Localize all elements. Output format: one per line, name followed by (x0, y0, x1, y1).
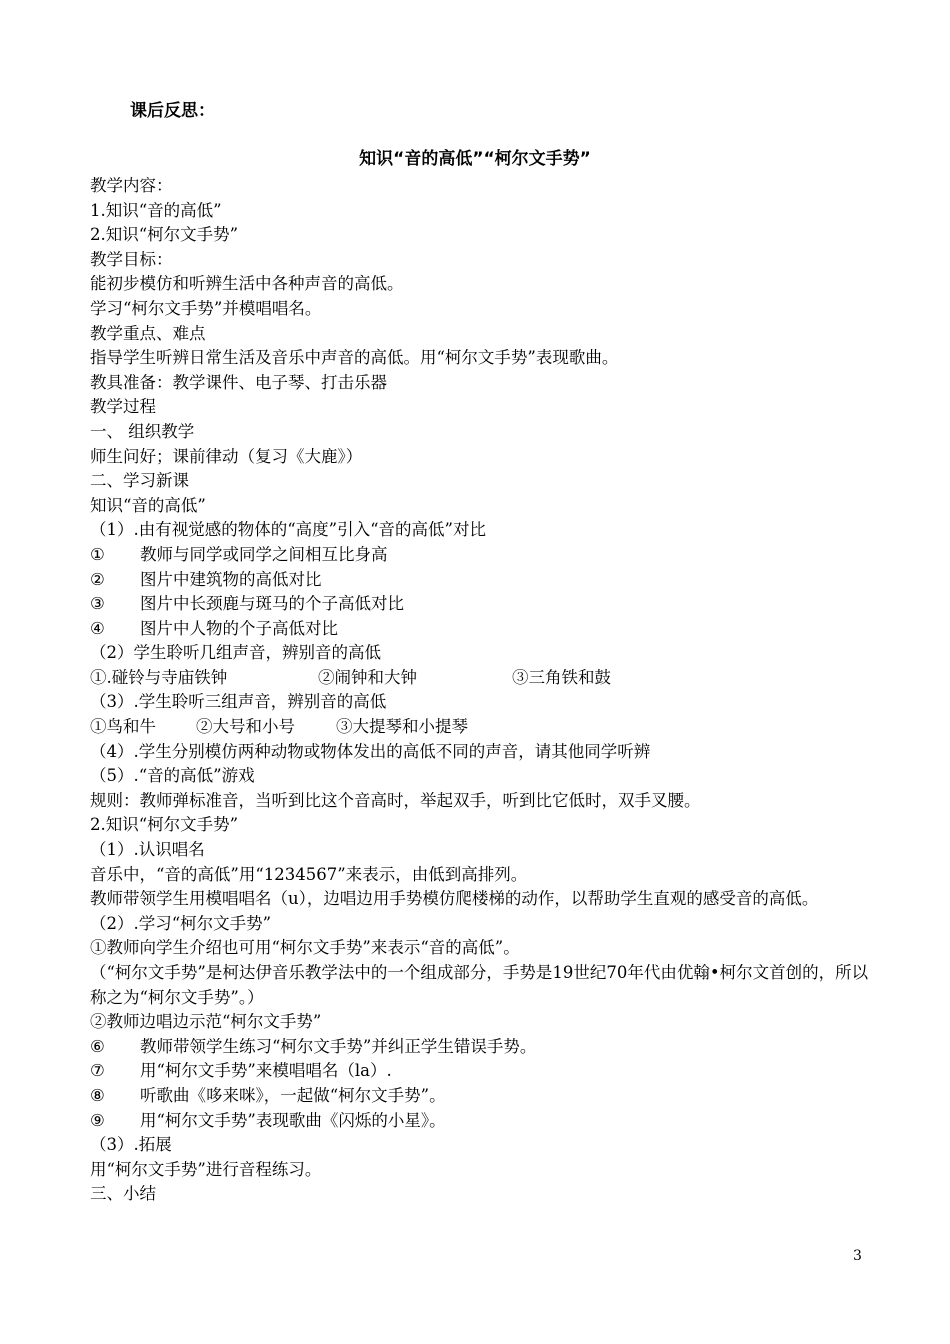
text-line: 学习“柯尔文手势”并模唱唱名。 (90, 298, 322, 318)
text-line: ②教师边唱边示范“柯尔文手势” (90, 1012, 322, 1032)
list-text: 图片中长颈鹿与斑马的个子高低对比 (140, 594, 404, 614)
text-line: 2.知识“柯尔文手势” (90, 225, 239, 245)
text-line: 规则：教师弹标准音，当听到比这个音高时，举起双手，听到比它低时，双手叉腰。 (90, 790, 701, 810)
text-line: 教学过程 (90, 397, 156, 417)
paragraph: （“柯尔文手势”是柯达伊音乐教学法中的一个组成部分，手势是19世纪70年代由优翰•柯尔文首创的，所以称之为“柯尔文手势”。） (90, 963, 869, 1007)
paragraph: 教师带领学生用模唱唱名（u），边唱边用手势模仿爬楼梯的动作，以帮助学生直观的感受音的高低。 (90, 889, 819, 909)
text-line: 指导学生听辨日常生活及音乐中声音的高低。用“柯尔文手势”表现歌曲。 (90, 348, 619, 368)
text-line: ①教师向学生介绍也可用“柯尔文手势”来表示“音的高低”。 (90, 938, 520, 958)
text-line: （1）.由有视觉感的物体的“高度”引入“音的高低”对比 (90, 520, 486, 540)
lesson-title: 知识“音的高低”“柯尔文手势” (359, 149, 591, 169)
pair-item: ③大提琴和小提琴 (336, 717, 468, 737)
list-marker: ④ (90, 618, 105, 638)
pair-row (90, 666, 870, 691)
text-line: 二、学习新课 (90, 471, 189, 491)
text-line: 知识“音的高低” (90, 495, 206, 515)
list-text: 教师带领学生练习“柯尔文手势”并纠正学生错误手势。 (140, 1036, 537, 1056)
pair-item: ①鸟和牛 (90, 717, 156, 737)
pair-item: ③三角铁和鼓 (512, 667, 611, 687)
list-marker: ① (90, 544, 105, 564)
list-text: 图片中建筑物的高低对比 (140, 569, 322, 589)
list-text: 用“柯尔文手势”来模唱唱名（la）. (140, 1061, 392, 1081)
text-line: 1.知识“音的高低” (90, 200, 222, 220)
list-item (90, 1059, 870, 1084)
text-line: 教学内容： (90, 176, 173, 195)
list-item (90, 1084, 870, 1109)
text-line: 能初步模仿和听辨生活中各种声音的高低。 (90, 274, 404, 294)
list-text: 教师与同学或同学之间相互比身高 (140, 544, 388, 564)
text-line: 一、 组织教学 (90, 421, 195, 441)
list-marker: ③ (90, 594, 105, 614)
pair-item: ②大号和小号 (196, 717, 295, 737)
text-line: （2）学生聆听几组声音，辨别音的高低 (90, 643, 381, 663)
list-marker: ⑨ (90, 1110, 105, 1130)
list-item (90, 617, 870, 642)
text-line: （5）.“音的高低”游戏 (90, 766, 255, 786)
list-text: 用“柯尔文手势”表现歌曲《闪烁的小星》。 (140, 1110, 446, 1130)
text-line: （1）.认识唱名 (90, 840, 205, 860)
list-item (90, 568, 870, 593)
list-item (90, 1109, 870, 1134)
text-line: （2）.学习“柯尔文手势” (90, 913, 272, 933)
text-line: 教学目标： (90, 249, 173, 269)
list-marker: ⑦ (90, 1061, 105, 1081)
reflection-heading: 课后反思： (130, 101, 215, 121)
text-line: 教具准备：教学课件、电子琴、打击乐器 (90, 372, 387, 392)
list-marker: ⑥ (90, 1036, 105, 1056)
list-text: 听歌曲《哆来咪》，一起做“柯尔文手势”。 (140, 1085, 446, 1105)
text-line: 师生问好；课前律动（复习《大鹿》） (90, 446, 363, 466)
text-line: 2.知识“柯尔文手势” (90, 815, 239, 835)
list-marker: ⑧ (90, 1085, 105, 1105)
pair-row (90, 715, 870, 740)
list-marker: ② (90, 569, 105, 589)
list-text: 图片中人物的个子高低对比 (140, 618, 338, 638)
text-line: （4）.学生分别模仿两种动物或物体发出的高低不同的声音，请其他同学听辨 (90, 741, 651, 761)
page-number: 3 (853, 1248, 862, 1264)
list-item (90, 543, 870, 568)
text-line: 用“柯尔文手势”进行音程练习。 (90, 1159, 322, 1179)
list-item (90, 1035, 870, 1060)
text-line: 三、小结 (90, 1184, 156, 1204)
text-line: （3）.学生聆听三组声音，辨别音的高低 (90, 692, 387, 712)
list-item (90, 592, 870, 617)
text-line: （3）.拓展 (90, 1135, 172, 1155)
text-line: 音乐中，“音的高低”用“1234567”来表示，由低到高排列。 (90, 864, 528, 884)
text-line: 教学重点、难点 (90, 323, 206, 343)
pair-item: ①.碰铃与寺庙铁钟 (90, 667, 228, 687)
pair-item: ②闹钟和大钟 (318, 667, 417, 687)
lesson-body (90, 174, 870, 1207)
